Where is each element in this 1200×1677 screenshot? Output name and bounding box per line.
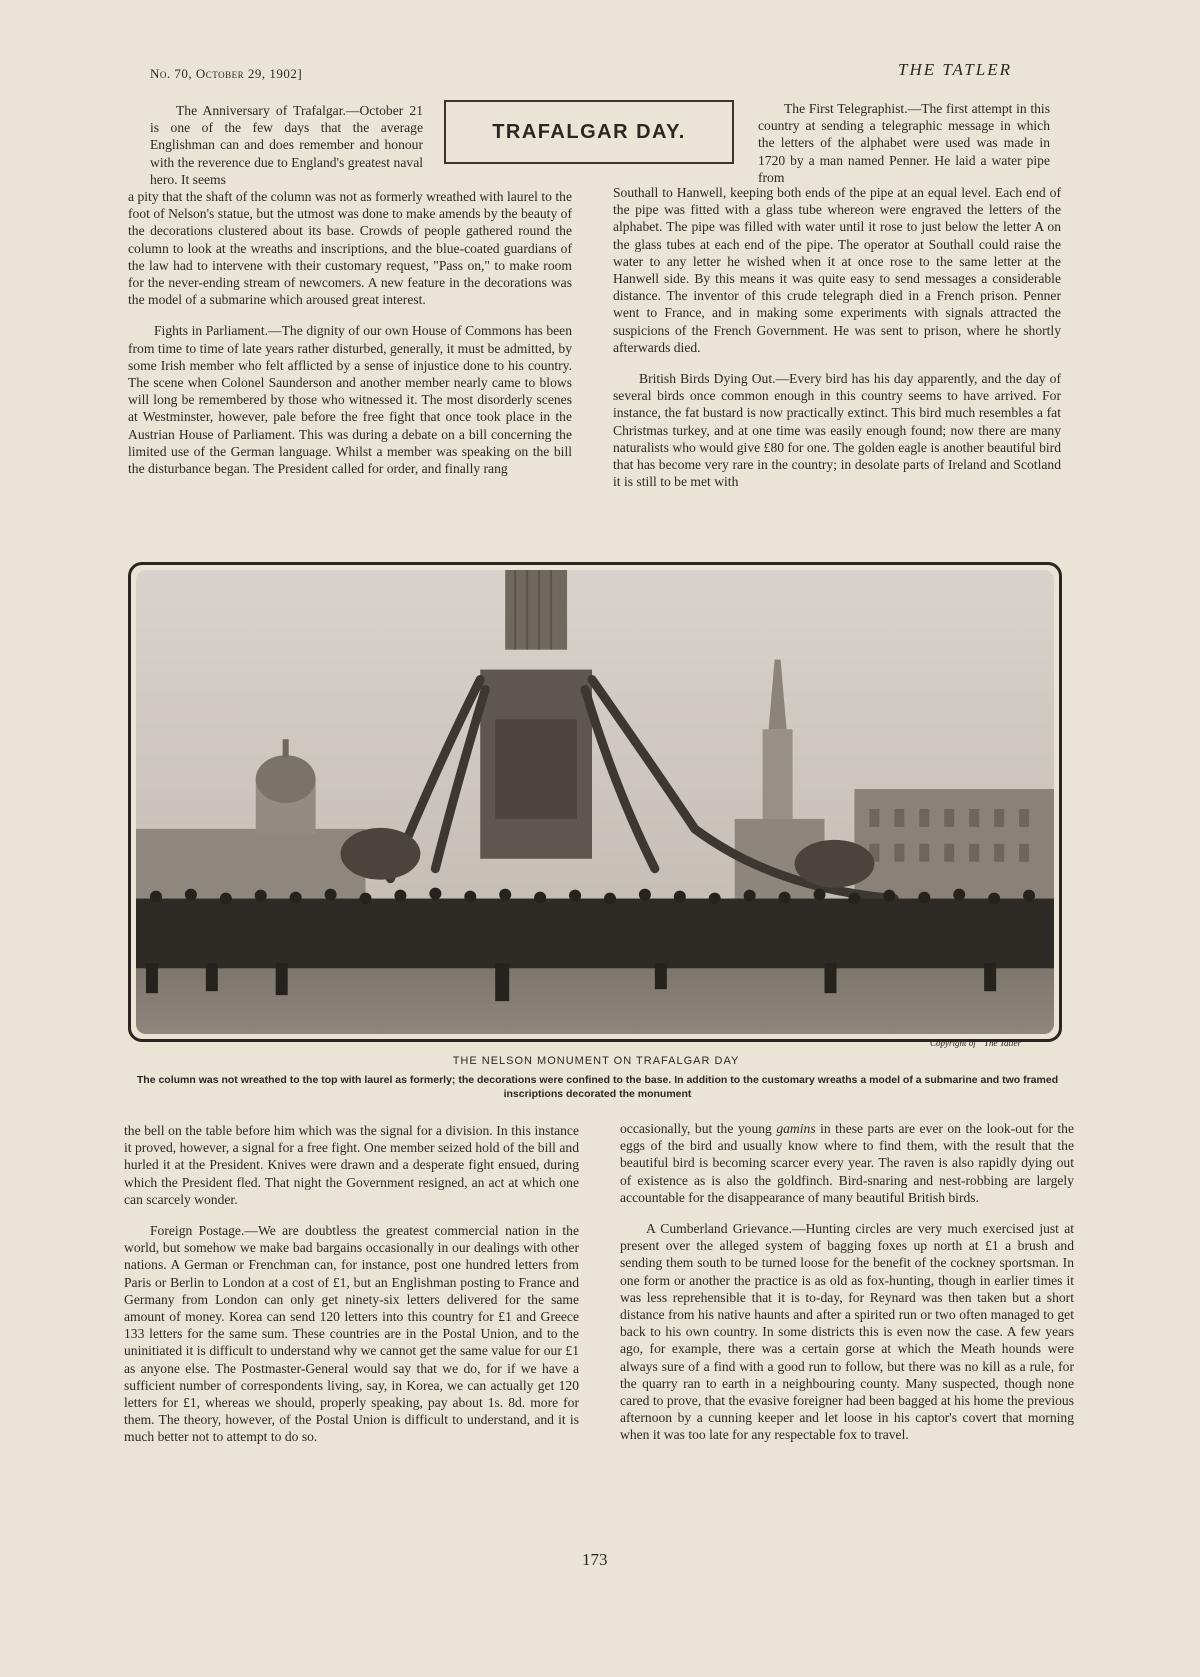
- anniversary-heading: The Anniversary of Trafalgar.: [176, 103, 346, 118]
- anniversary-article-top: [150, 102, 423, 188]
- photo-illustration: [136, 570, 1054, 1034]
- left-column-bottom: [124, 1122, 579, 1446]
- right-column-top: [613, 184, 1061, 490]
- parliament-continued: the bell on the table before him which was the signal for a division. In this instance it proved, however, a signal for a free fight. One member seized hold of the bill and hurled it at the President. Knives were drawn and a desperate fight ensued, during which the President fled. That night the Government resigned, an act at which one can scarcely wonder.: [124, 1123, 579, 1207]
- telegraphist-heading: The First Telegraphist.: [784, 101, 908, 116]
- photo-caption-title: THE NELSON MONUMENT ON TRAFALGAR DAY: [452, 1055, 740, 1067]
- telegraphist-text-rest: Southall to Hanwell, keeping both ends of the pipe at an equal level. Each end of the pipe was fitted with a glass tube whereon were engraved the letters of the alphabet. The pipe was filled with water until it rose to just below the letter A on the glass tubes at each end of the pipe. The operator at Southall could raise the water to any letter he wished when it at once rose to the same letter at the Hanwell side. By this means it was quite easy to send messages a considerable distance. The inventor of this crude telegraph died in a French prison. Penner went to France, and in making some experiments with signals attracted the suspicions of the French Government. He was sent to prison, where he shortly afterwards died.: [613, 185, 1061, 355]
- cumberland-text: —Hunting circles are very much exercised just at present over the alleged system of bagging foxes up north at £1 a brush and sending them south to be turned loose for the benefit of the cockney sportsman. In one form or another the practice is as old as fox-hunting, though in earlier times it was less reprehensible that it is to-day, for Reynard was then taken but a short distance from his native haunts and after a spirited run or two often managed to get back to his own country. In some districts this is even now the case. A few years ago, for example, there was a certain gorse at which the Meath hounds were always sure of a find with a good run to follow, but there was no kill as a rule, for the quarry ran to earth in a neighbouring county. Many suspected, though none cared to prove, that the evasive foreigner had been bagged at his home the previous afternoon by a cunning keeper and let loose in his captor's covert that morning when it was too late for any respectable fox to travel.: [620, 1221, 1075, 1443]
- parliament-text: —The dignity of our own House of Commons has been from time to time of late years rather disturbed, generally, it must be admitted, by some Irish member who felt afflicted by a sense of injustice done to his country. The scene when Colonel Saunderson and another member nearly came to blows will long be remembered by those who witnessed it. The most disorderly scenes at Westminster, however, pale before the free fight that once took place in the Austrian House of Parliament. This was during a debate on a bill concerning the limited use of the German language. Whilst a member was speaking on the bill the disturbance began. The President called for order, and finally rang: [128, 323, 573, 477]
- issue-date-header: No. 70, October 29, 1902]: [150, 66, 303, 81]
- birds-continued-b: in these parts are ever on the look-out for the eggs of the bird and usually know where to find them, with the result that the beautiful bird is becoming scarcer every year. The raven is also rapidly dying out of existence as is also the goldfinch. Bird-snaring and nest-robbing are largely accountable for the disappearance of many beautiful British birds.: [620, 1121, 1075, 1205]
- right-column-bottom: [620, 1120, 1074, 1444]
- photo-copyright: Copyright of " The Tatler ": [930, 1038, 1027, 1048]
- birds-heading: British Birds Dying Out.: [639, 371, 776, 387]
- birds-continued-italic: gamins: [776, 1121, 816, 1136]
- section-title: TRAFALGAR DAY.: [444, 100, 734, 164]
- photo-caption-text: The column was not wreathed to the top with laurel as formerly; the decorations were confined to the base. In addition to the customary wreaths a model of a submarine and two framed inscriptions decorated the monument: [136, 1074, 1059, 1100]
- postage-text: —We are doubtless the greatest commercial nation in the world, but somehow we make bad bargains occasionally in our dealings with other nations. A German or Frenchman can, for instance, post one hundred letters from Paris or Berlin to London at a cost of £1, but an Englishman posting to France and Germany from London can only get ninety-six letters delivered for the same amount of money. Korea can send 120 letters into this country for £1 and Greece 133 letters for the same sum. These countries are in the Postal Union, and to the uninitiated it is difficult to understand why we cannot get the same value for our £1 as anyone else. The Postmaster-General would say that we do, for if we have a sufficient number of correspondents living, say, in Korea, we can actually get 120 letters for £1, whereas we should, properly speaking, pay about 1s. 8d. more for them. The theory, however, of the Postal Union is difficult to understand, and it is much better not to attempt to do so.: [124, 1223, 580, 1445]
- anniversary-text-rest: a pity that the shaft of the column was not as formerly wreathed with laurel to the foot of Nelson's statue, but the utmost was done to make amends by the beauty of the decorations clustered about its base. Crowds of people gathered round the column to look at the wreaths and inscriptions, and the blue-coated guardians of the law had to intervene with their customary request, "Pass on," to make room for the never-ending stream of newcomers. A new feature in the decorations was the model of a submarine which aroused great interest.: [128, 189, 572, 308]
- nelson-monument-photo: [128, 562, 1062, 1042]
- cumberland-heading: A Cumberland Grievance.: [646, 1221, 792, 1237]
- publication-title: THE TATLER: [898, 60, 1012, 79]
- parliament-heading: Fights in Parliament.: [154, 323, 269, 339]
- telegraphist-text-top: —The first attempt in this country at sending a telegraphic message in which the letters of the alphabet were used was made in 1720 by a man named Penner. He laid a water pipe from: [758, 101, 1050, 185]
- left-column-top: [128, 188, 572, 477]
- anniversary-text-top: —October 21 is one of the few days that the average Englishman can and does remember and honour with the reverence due to England's greatest naval hero. It seems: [150, 103, 424, 187]
- telegraphist-article-top: [758, 100, 1050, 186]
- birds-text: —Every bird has his day apparently, and the day of several birds once common enough in this country seems to have arrived. For instance, the fat bustard is now practically extinct. This bird much resembles a fat Christmas turkey, and at one time was easily enough found; now there are many naturalists who would give £80 for one. The golden eagle is another beautiful bird that has become very rare in the country; in desolate parts of Ireland and Scotland it is still to be met with: [613, 371, 1062, 490]
- postage-heading: Foreign Postage.: [150, 1223, 245, 1239]
- page-number: 173: [582, 1550, 608, 1569]
- birds-continued-a: occasionally, but the young: [620, 1121, 777, 1136]
